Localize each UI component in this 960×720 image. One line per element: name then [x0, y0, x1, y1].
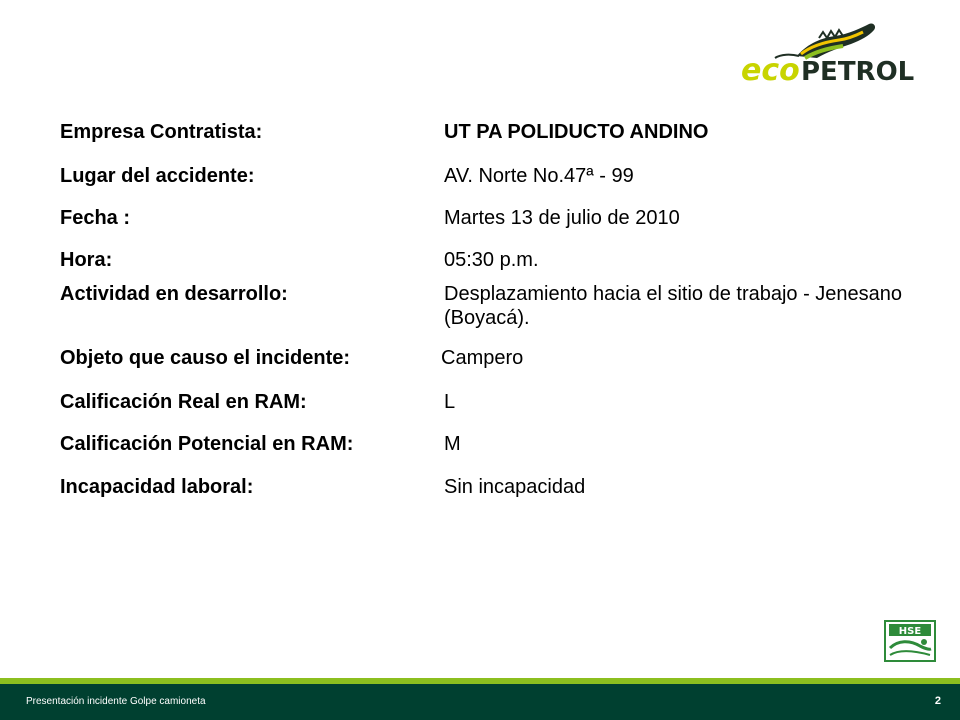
- row-actividad: [60, 282, 920, 346]
- field-label: Incapacidad laboral:: [60, 476, 254, 498]
- field-value: M: [444, 433, 461, 455]
- row-calificacion-potencial: [60, 432, 920, 475]
- field-value: Campero: [441, 347, 524, 369]
- field-value: Sin incapacidad: [444, 476, 586, 498]
- page-number: 2: [934, 695, 941, 707]
- hse-badge: [884, 620, 936, 662]
- field-label: Actividad en desarrollo:: [60, 283, 288, 305]
- row-calificacion-real: [60, 390, 920, 432]
- hse-badge-icon: [884, 620, 936, 662]
- field-label: Fecha :: [60, 207, 131, 229]
- field-value: 05:30 p.m.: [444, 249, 539, 271]
- svg-text:PETROL: PETROL: [801, 57, 915, 87]
- row-hora: [60, 248, 920, 282]
- iguana-icon: [735, 18, 935, 88]
- field-value: L: [444, 391, 456, 413]
- row-incapacidad: [60, 475, 920, 515]
- row-empresa: [60, 120, 920, 164]
- field-label: Empresa Contratista:: [60, 121, 263, 143]
- incident-info: [60, 120, 920, 515]
- footer-bar: [0, 684, 960, 720]
- row-lugar: [60, 164, 920, 206]
- field-label: Calificación Real en RAM:: [60, 391, 307, 413]
- field-value: UT PA POLIDUCTO ANDINO: [444, 121, 709, 143]
- ecopetrol-logo: [735, 18, 935, 88]
- field-label: Calificación Potencial en RAM:: [60, 433, 354, 455]
- field-value: Martes 13 de julio de 2010: [444, 207, 680, 229]
- field-value: Desplazamiento hacia el sitio de trabajo - Jenesano (Boyacá).: [444, 283, 903, 329]
- field-label: Lugar del accidente:: [60, 165, 255, 187]
- field-label: Hora:: [60, 249, 113, 271]
- row-objeto: [60, 346, 920, 390]
- field-value: AV. Norte No.47ª - 99: [444, 165, 634, 187]
- row-fecha: [60, 206, 920, 248]
- svg-text:eco: eco: [741, 53, 800, 88]
- footer-title: Presentación incidente Golpe camioneta: [26, 696, 206, 707]
- field-label: Objeto que causo el incidente:: [60, 347, 351, 369]
- svg-text:HSE: HSE: [898, 626, 922, 637]
